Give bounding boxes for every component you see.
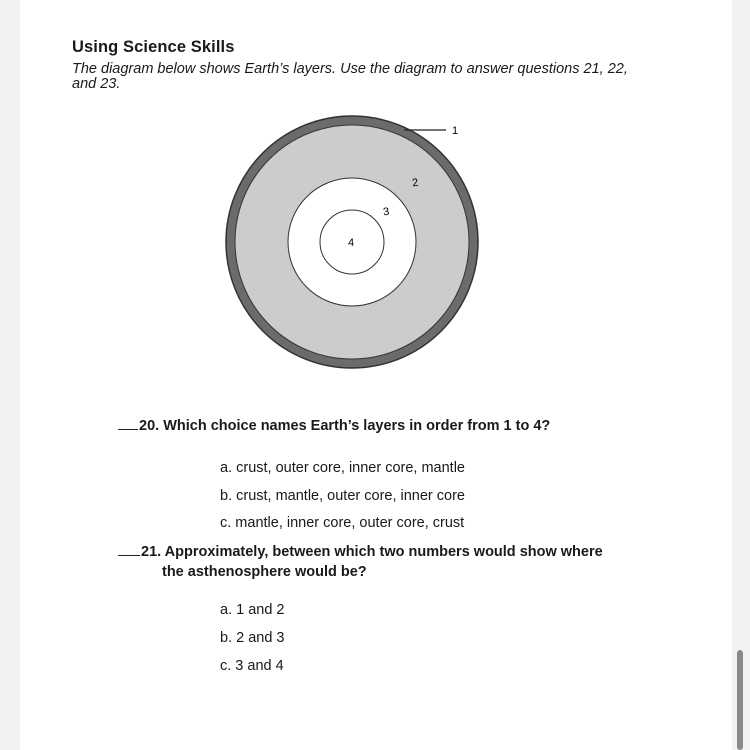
diagram-instructions: The diagram below shows Earth’s layers. Use the diagram to answer questions 21, 22, and 23. xyxy=(72,61,628,92)
question-text: Which choice names Earth’s layers in order from 1 to 4? xyxy=(163,418,551,434)
section-title: Using Science Skills xyxy=(72,38,235,56)
answer-blank-20[interactable] xyxy=(118,417,138,430)
layer-label-3: 3 xyxy=(382,205,391,219)
q21-option-a: a. 1 and 2 xyxy=(220,602,285,618)
q21-option-c: c. 3 and 4 xyxy=(220,658,284,674)
layer-label-4: 4 xyxy=(348,237,355,249)
question-21-continued: the asthenosphere would be? xyxy=(162,564,367,580)
earth-layers-diagram xyxy=(20,0,732,750)
q21-option-b: b. 2 and 3 xyxy=(220,630,285,646)
q20-option-c: c. mantle, inner core, outer core, crust xyxy=(220,515,465,531)
question-number: 21. xyxy=(141,544,162,560)
vertical-scrollbar[interactable] xyxy=(737,650,743,750)
layer-label-1: 1 xyxy=(452,125,459,137)
layer-label-2: 2 xyxy=(411,176,420,190)
worksheet-page xyxy=(20,0,732,750)
question-text: Approximately, between which two numbers would show where xyxy=(164,544,603,560)
question-20 xyxy=(118,416,550,436)
question-number: 20. xyxy=(139,418,160,434)
q20-option-a: a. crust, outer core, inner core, mantle xyxy=(220,460,465,476)
q20-option-b: b. crust, mantle, outer core, inner core xyxy=(220,488,465,504)
question-21 xyxy=(118,542,603,562)
answer-blank-21[interactable] xyxy=(118,543,140,556)
